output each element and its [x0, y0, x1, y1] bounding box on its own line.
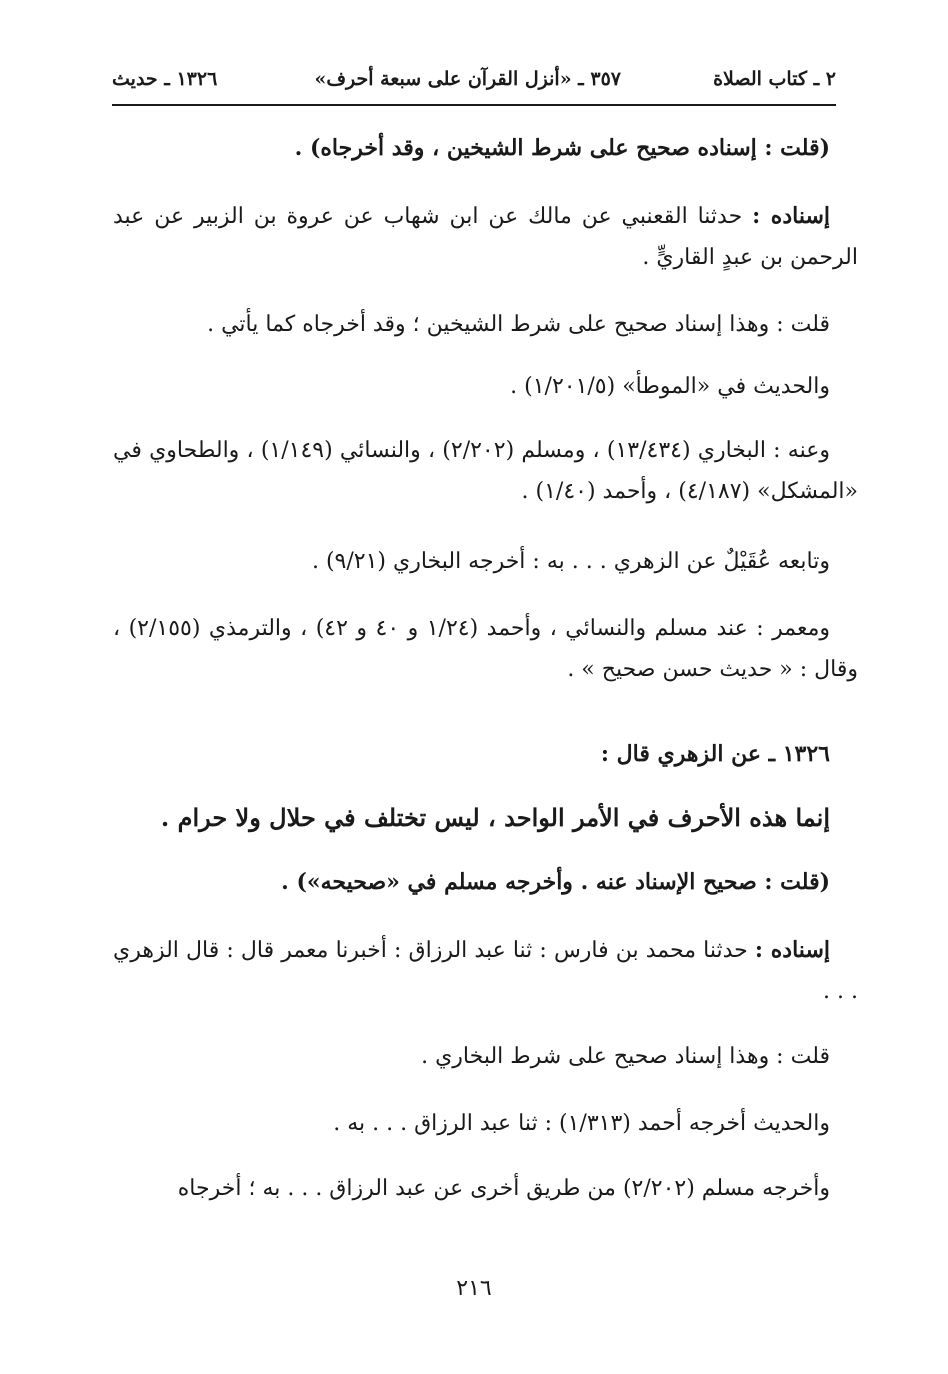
paragraph-ahmad: والحديث أخرجه أحمد (١/٣١٣) : ثنا عبد الرزاق . . . به .: [333, 1111, 830, 1136]
page-number: ٢١٦: [456, 1276, 492, 1301]
isnad-label: إسناده :: [752, 203, 831, 229]
isnad-text-2: حدثنا محمد بن فارس : ثنا عبد الرزاق : أخبرنا معمر قال : قال الزهري . . .: [113, 938, 858, 1004]
paragraph-sources: وعنه : البخاري (١٣/٤٣٤) ، ومسلم (٢/٢٠٢) ، والنسائي (١/١٤٩) ، والطحاوي في «المشكل» (٤/١٨٧) ، وأحمد (١/٤٠) .: [113, 438, 858, 504]
hadith-heading: ١٣٢٦ ـ عن الزهري قال :: [600, 741, 830, 767]
paragraph-verdict-2: (قلت : صحيح الإسناد عنه . وأخرجه مسلم في «صحيحه») .: [281, 869, 830, 895]
paragraph-comment: قلت : وهذا إسناد صحيح على شرط الشيخين ؛ وقد أخرجاه كما يأتي .: [207, 312, 830, 337]
paragraph-follow-up: وتابعه عُقَيْلٌ عن الزهري . . . به : أخرجه البخاري (٩/٢١) .: [311, 549, 830, 574]
header-chapter: ٢ ـ كتاب الصلاة: [713, 68, 836, 90]
header-rule: [112, 104, 836, 106]
header-section: ٣٥٧ ـ «أنزل القرآن على سبعة أحرف»: [314, 68, 621, 90]
paragraph-verdict: (قلت : إسناده صحيح على شرط الشيخين ، وقد أخرجاه) .: [294, 135, 830, 161]
paragraph-isnad-2: [113, 930, 858, 1012]
paragraph-comment-2: قلت : وهذا إسناد صحيح على شرط البخاري .: [421, 1044, 830, 1069]
paragraph-isnad: [113, 196, 858, 278]
paragraph-mamar: ومعمر : عند مسلم والنسائي ، وأحمد (١/٢٤ و ٤٠ و ٤٢) ، والترمذي (٢/١٥٥) ، وقال : « حديث حسن صحيح » .: [113, 616, 858, 682]
paragraph-muslim: وأخرجه مسلم (٢/٢٠٢) من طريق أخرى عن عبد الرزاق . . . به ؛ أخرجاه: [177, 1176, 830, 1201]
hadith-text: إنما هذه الأحرف في الأمر الواحد ، ليس تختلف في حلال ولا حرام .: [160, 803, 830, 832]
paragraph-muwatta: والحديث في «الموطأ» (١/٢٠١/٥) .: [510, 374, 830, 399]
isnad-label-2: إسناده :: [754, 937, 830, 963]
header-hadith-number: ١٣٢٦ ـ حديث: [112, 68, 218, 90]
running-header: [112, 62, 836, 102]
isnad-text: حدثنا القعنبي عن مالك عن ابن شهاب عن عروة بن الزبير عن عبد الرحمن بن عبدٍ القاريٍّ .: [113, 204, 858, 270]
